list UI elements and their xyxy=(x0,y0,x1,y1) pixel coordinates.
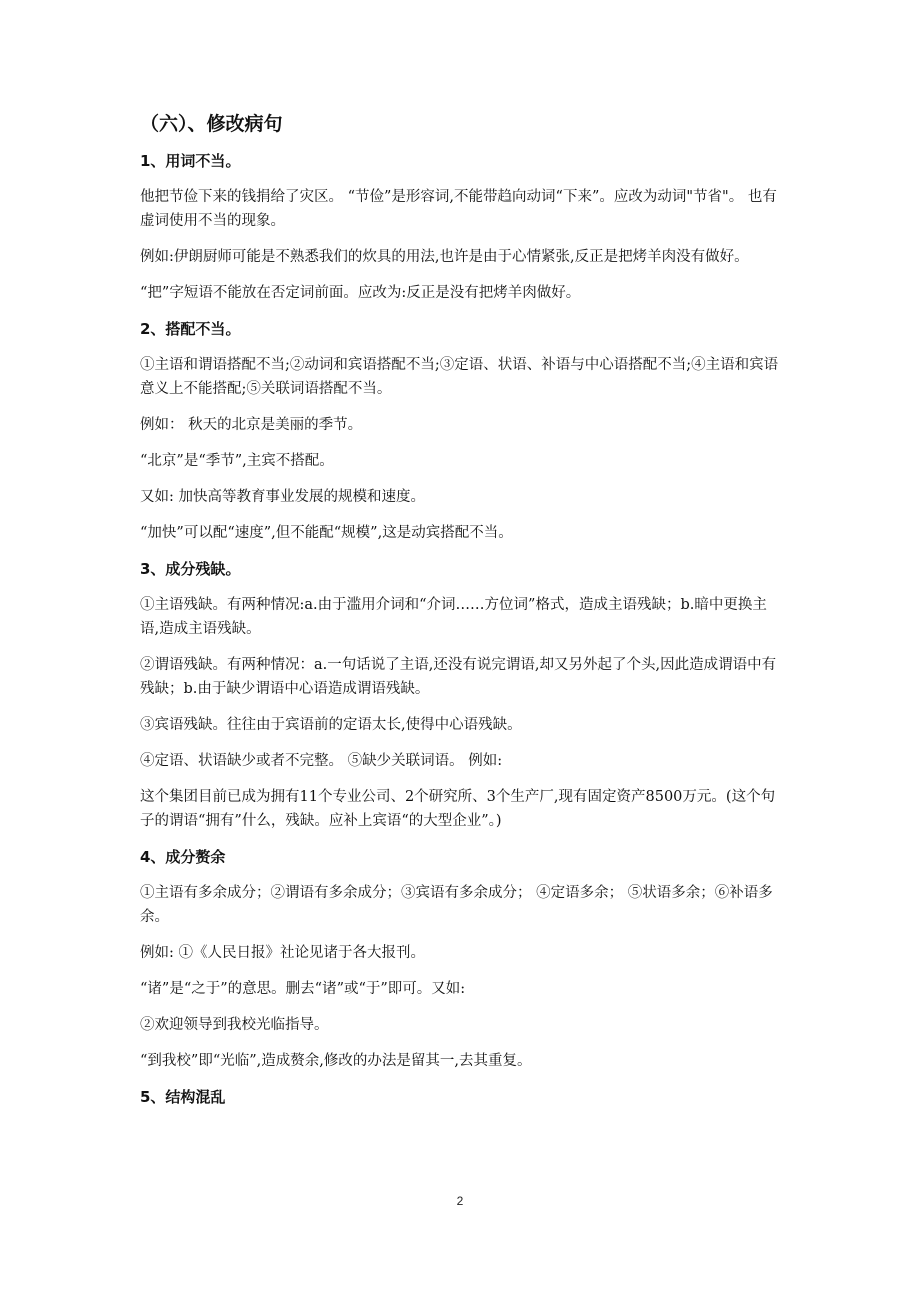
paragraph: 这个集团目前已成为拥有11个专业公司、2个研究所、3个生产厂,现有固定资产8500万元。(这个句子的谓语“拥有”什么，残缺。应补上宾语“的大型企业”。) xyxy=(140,789,776,829)
page-content xyxy=(140,110,785,1121)
section-heading-1: 1、用词不当。 xyxy=(140,152,241,170)
paragraph: ①主语残缺。有两种情况:a.由于滥用介词和“介词……方位词”格式，造成主语残缺；b.暗中更换主语,造成主语残缺。 xyxy=(140,597,767,637)
paragraph: ②欢迎领导到我校光临指导。 xyxy=(140,1017,329,1033)
paragraph: 例如: ①《人民日报》社论见诸于各大报刊。 xyxy=(140,945,425,961)
section-heading-4: 4、成分赘余 xyxy=(140,848,226,866)
paragraph: ④定语、状语缺少或者不完整。 ⑤缺少关联词语。 例如: xyxy=(140,753,503,769)
paragraph: 例如:伊朗厨师可能是不熟悉我们的炊具的用法,也许是由于心情紧张,反正是把烤羊肉没有做好。 xyxy=(140,249,749,265)
paragraph: “诸”是“之于”的意思。删去“诸”或“于”即可。又如: xyxy=(140,981,466,997)
paragraph: ①主语和谓语搭配不当;②动词和宾语搭配不当;③定语、状语、补语与中心语搭配不当;④主语和宾语意义上不能搭配;⑤关联词语搭配不当。 xyxy=(140,357,779,397)
section-heading-3: 3、成分残缺。 xyxy=(140,560,241,578)
paragraph: 他把节俭下来的钱捐给了灾区。 “节俭”是形容词,不能带趋向动词“下来”。应改为动词"节省"。 也有虚词使用不当的现象。 xyxy=(140,189,777,229)
paragraph: “加快”可以配“速度”,但不能配“规模”,这是动宾搭配不当。 xyxy=(140,525,513,541)
paragraph: “到我校”即“光临”,造成赘余,修改的办法是留其一,去其重复。 xyxy=(140,1053,532,1069)
paragraph: 又如: 加快高等教育事业发展的规模和速度。 xyxy=(140,489,425,505)
paragraph: 例如： 秋天的北京是美丽的季节。 xyxy=(140,417,363,433)
section-heading-5: 5、结构混乱 xyxy=(140,1088,226,1106)
paragraph: ①主语有多余成分；②谓语有多余成分；③宾语有多余成分； ④定语多余； ⑤状语多余；⑥补语多余。 xyxy=(140,885,773,925)
section-heading-2: 2、搭配不当。 xyxy=(140,320,241,338)
paragraph: ②谓语残缺。有两种情况：a.一句话说了主语,还没有说完谓语,却又另外起了个头,因此造成谓语中有残缺；b.由于缺少谓语中心语造成谓语残缺。 xyxy=(140,657,777,697)
paragraph: “北京”是“季节”,主宾不搭配。 xyxy=(140,453,334,469)
page-number: 2 xyxy=(456,1194,464,1208)
paragraph: ③宾语残缺。往往由于宾语前的定语太长,使得中心语残缺。 xyxy=(140,717,522,733)
page-title: （六）、修改病句 xyxy=(140,113,283,135)
paragraph: “把”字短语不能放在否定词前面。应改为:反正是没有把烤羊肉做好。 xyxy=(140,285,581,301)
